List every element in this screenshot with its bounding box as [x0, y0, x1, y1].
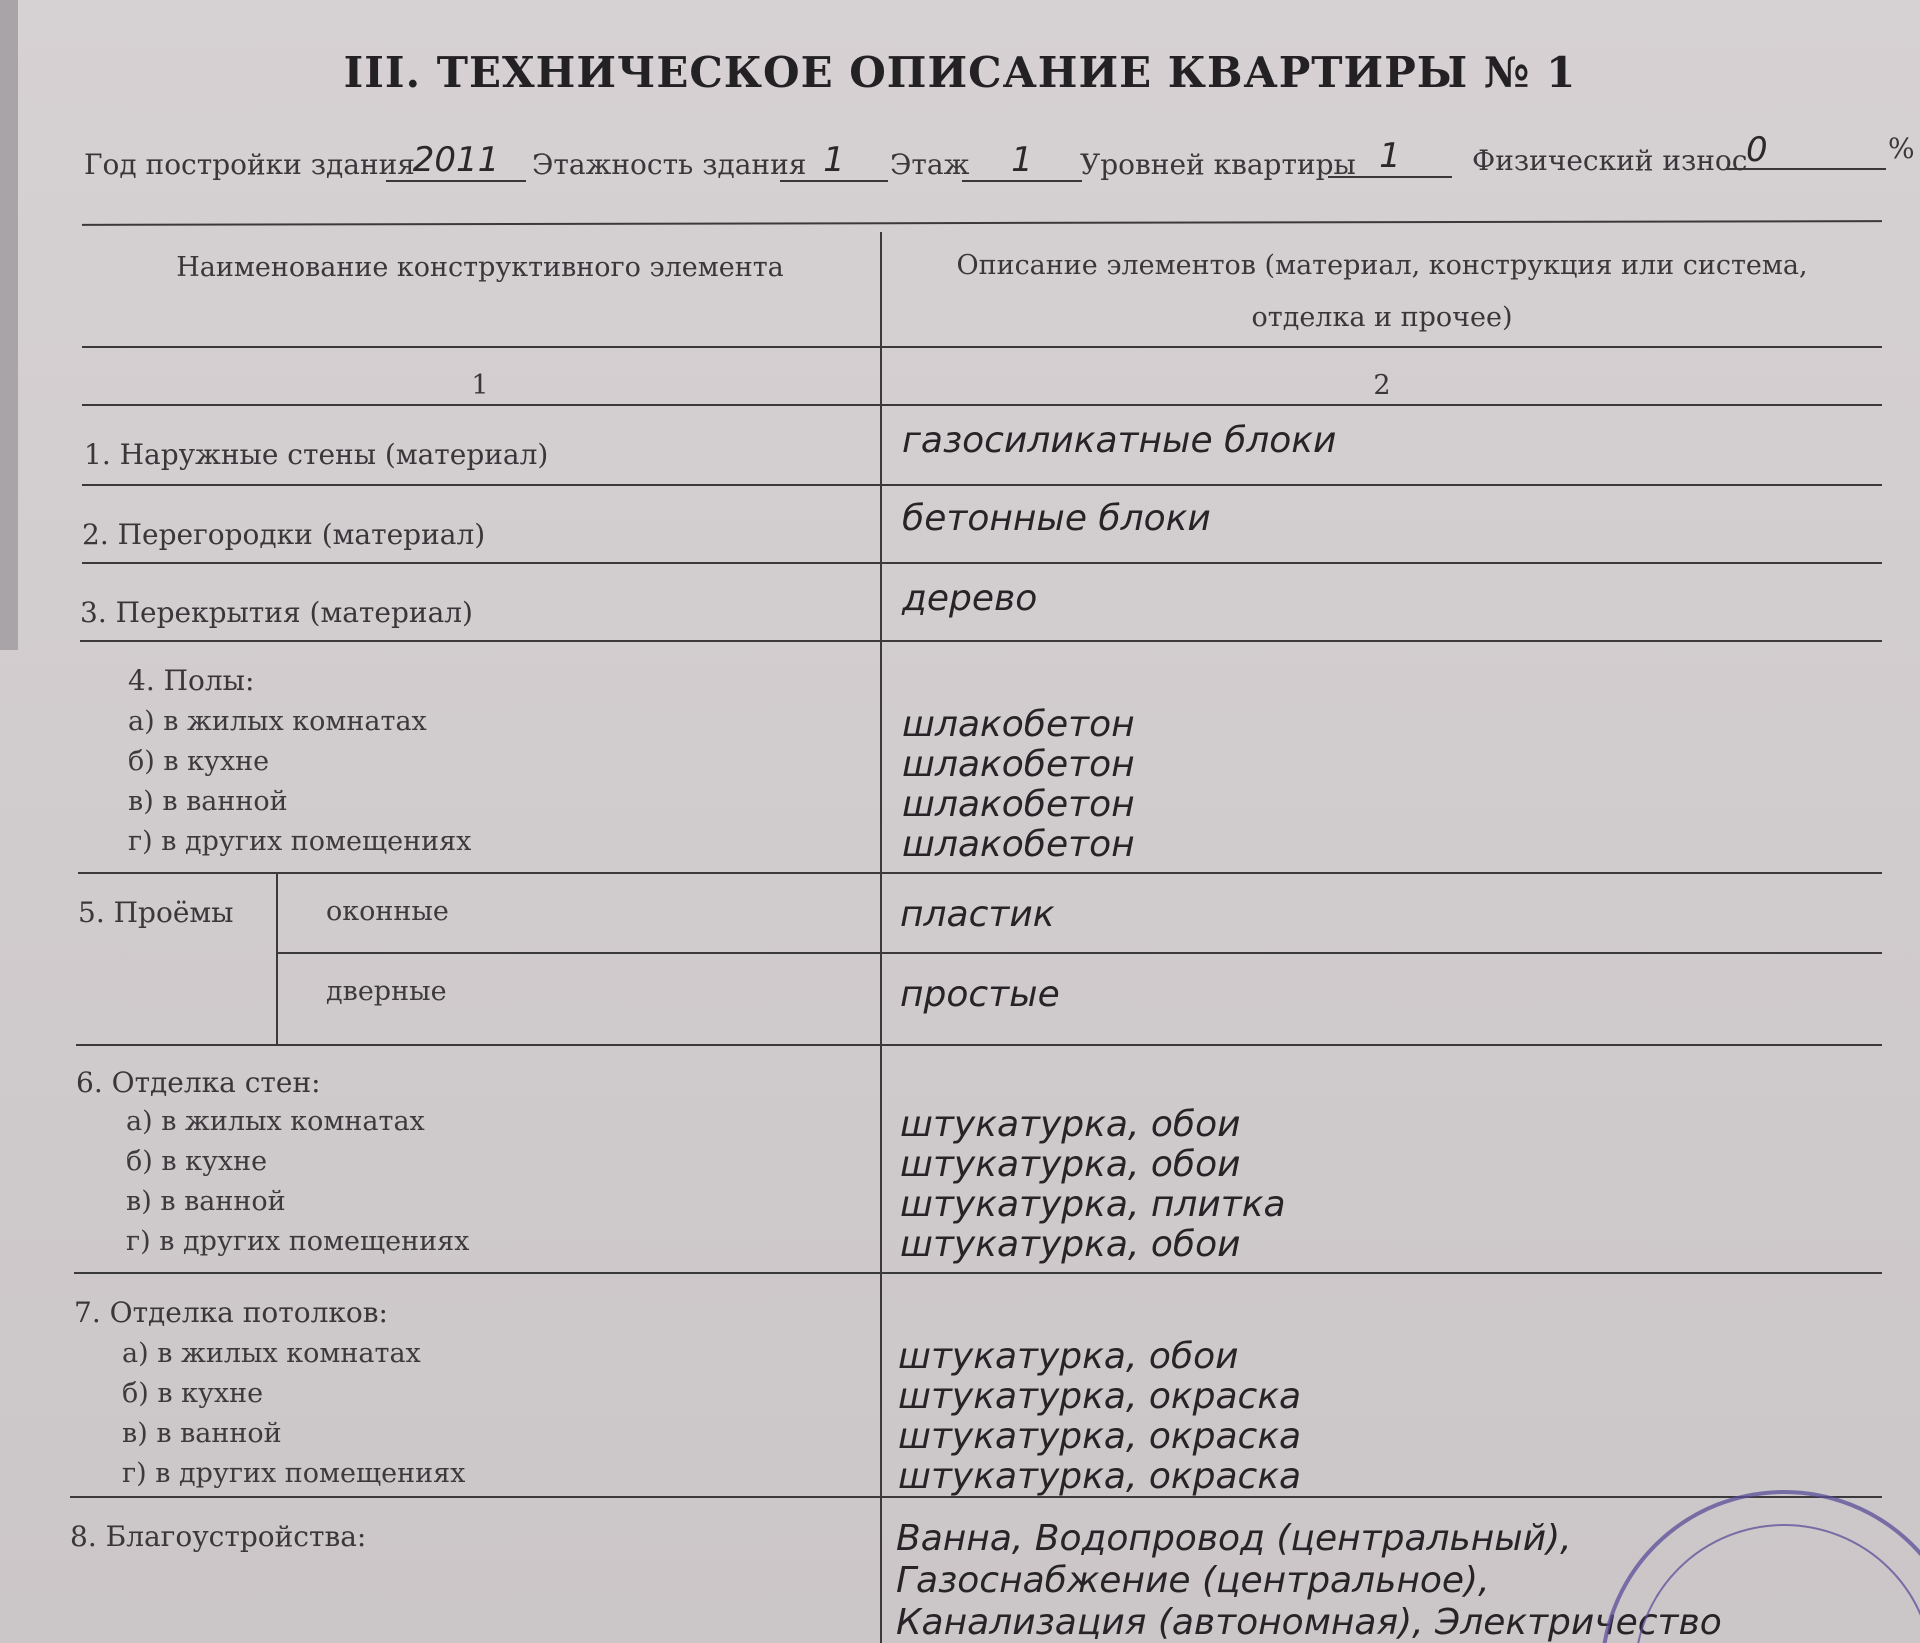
- amenities-line-1: Ванна, Водопровод (центральный),: [896, 1518, 1572, 1559]
- window-label: оконные: [326, 896, 449, 927]
- openings-label: 5. Проёмы: [78, 896, 234, 929]
- ceiling-finish-other-label: г) в других помещениях: [122, 1458, 466, 1489]
- column-divider: [276, 872, 278, 1044]
- ceiling-finish-bath-value: штукатурка, окраска: [898, 1416, 1302, 1457]
- col2-header-line2: отделка и прочее): [1251, 302, 1513, 333]
- col1-number: 1: [471, 370, 489, 401]
- floor-value: 1: [962, 140, 1082, 182]
- ceilings-value: дерево: [902, 578, 1038, 619]
- walls-label: 1. Наружные стены (материал): [84, 438, 549, 471]
- ceiling-finish-label: 7. Отделка потолков:: [74, 1296, 388, 1329]
- door-value: простые: [900, 974, 1060, 1015]
- wall-finish-bath-value: штукатурка, плитка: [900, 1184, 1286, 1225]
- ceiling-finish-other-value: штукатурка, окраска: [898, 1456, 1302, 1497]
- col1-header: Наименование конструктивного элемента: [176, 252, 784, 283]
- partitions-value: бетонные блоки: [902, 498, 1211, 539]
- table-top-border: [82, 220, 1882, 226]
- floors-kitchen-value: шлакобетон: [902, 744, 1135, 785]
- official-stamp: [1600, 1490, 1920, 1643]
- column-divider: [880, 232, 882, 1643]
- year-value: 2011: [386, 140, 526, 182]
- floors-label: 4. Полы:: [128, 664, 255, 697]
- wear-value: 0: [1726, 130, 1886, 170]
- row-divider: [82, 562, 1882, 564]
- row-divider: [78, 872, 1882, 874]
- ceiling-finish-living-label: а) в жилых комнатах: [122, 1338, 421, 1369]
- floors-other-label: г) в других помещениях: [128, 826, 472, 857]
- row-divider: [76, 1044, 1882, 1046]
- document-title: III. ТЕХНИЧЕСКОЕ ОПИСАНИЕ КВАРТИРЫ № 1: [343, 48, 1577, 97]
- col2-number: 2: [1373, 370, 1391, 401]
- floors-bath-value: шлакобетон: [902, 784, 1135, 825]
- ceiling-finish-kitchen-label: б) в кухне: [122, 1378, 264, 1409]
- amenities-label: 8. Благоустройства:: [70, 1520, 367, 1553]
- row-divider: [82, 484, 1882, 486]
- floors-label: Этажность здания: [532, 148, 807, 181]
- row-divider: [80, 640, 1882, 642]
- ceiling-finish-bath-label: в) в ванной: [122, 1418, 282, 1449]
- amenities-line-3: Канализация (автономная), Электричество: [896, 1602, 1722, 1643]
- door-label: дверные: [326, 976, 447, 1007]
- row-divider: [278, 952, 1882, 954]
- amenities-line-2: Газоснабжение (центральное),: [896, 1560, 1490, 1601]
- floors-living-label: а) в жилых комнатах: [128, 706, 427, 737]
- wall-finish-living-value: штукатурка, обои: [900, 1104, 1241, 1145]
- floors-bath-label: в) в ванной: [128, 786, 288, 817]
- row-divider: [82, 404, 1882, 406]
- levels-label: Уровней квартиры: [1080, 148, 1356, 181]
- wall-finish-other-value: штукатурка, обои: [900, 1224, 1241, 1265]
- wear-unit: %: [1888, 132, 1915, 165]
- ceiling-finish-living-value: штукатурка, обои: [898, 1336, 1239, 1377]
- row-divider: [74, 1272, 1882, 1274]
- floors-kitchen-label: б) в кухне: [128, 746, 270, 777]
- col2-header-line1: Описание элементов (материал, конструкция или система,: [956, 250, 1808, 281]
- building-info-row: [0, 130, 1920, 190]
- wall-finish-other-label: г) в других помещениях: [126, 1226, 470, 1257]
- partitions-label: 2. Перегородки (материал): [82, 518, 486, 551]
- wall-finish-living-label: а) в жилых комнатах: [126, 1106, 425, 1137]
- floors-living-value: шлакобетон: [902, 704, 1135, 745]
- wall-finish-label: 6. Отделка стен:: [76, 1066, 321, 1099]
- floors-other-value: шлакобетон: [902, 824, 1135, 865]
- floor-label: Этаж: [890, 148, 970, 181]
- ceilings-label: 3. Перекрытия (материал): [80, 596, 473, 629]
- levels-value: 1: [1328, 136, 1452, 178]
- year-label: Год постройки здания: [84, 148, 415, 181]
- wall-finish-bath-label: в) в ванной: [126, 1186, 286, 1217]
- window-value: пластик: [900, 894, 1055, 935]
- ceiling-finish-kitchen-value: штукатурка, окраска: [898, 1376, 1302, 1417]
- stamp-inner-ring: [1634, 1524, 1920, 1643]
- wall-finish-kitchen-value: штукатурка, обои: [900, 1144, 1241, 1185]
- header-divider: [82, 346, 1882, 348]
- walls-value: газосиликатные блоки: [902, 420, 1337, 461]
- floors-value: 1: [780, 140, 888, 182]
- wall-finish-kitchen-label: б) в кухне: [126, 1146, 268, 1177]
- page-edge-shadow: [0, 0, 18, 650]
- wear-label: Физический износ: [1472, 144, 1748, 177]
